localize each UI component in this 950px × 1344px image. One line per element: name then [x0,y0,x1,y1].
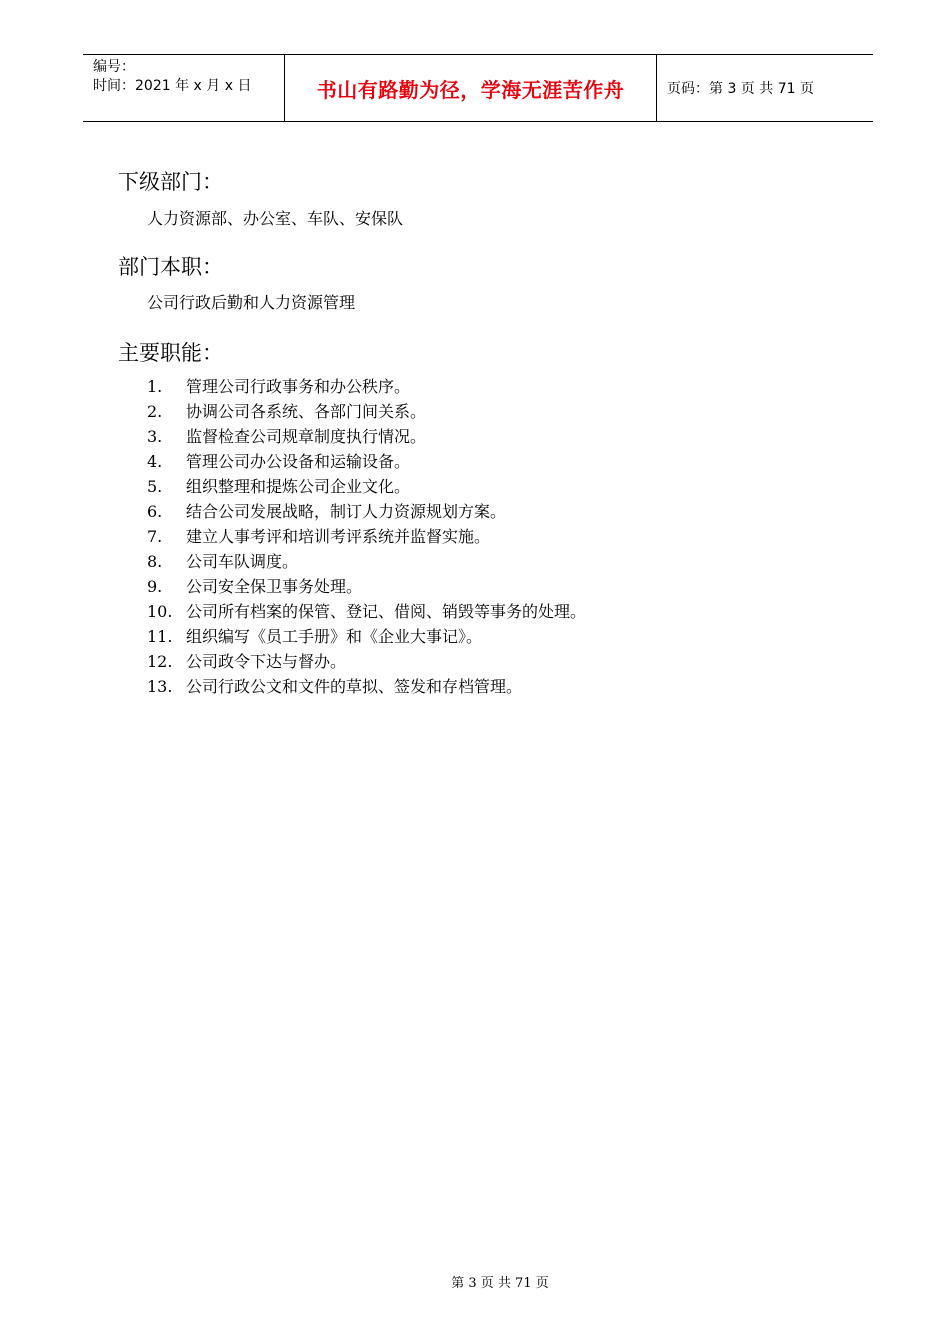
list-item-text: 管理公司行政事务和办公秩序。 [186,377,411,396]
list-item-number: 11. [147,627,173,646]
document-number-label: 编号： [93,59,135,75]
main-functions-list [147,376,586,701]
department-duty-title: 部门本职： [118,255,223,279]
list-item [147,451,586,476]
list-item-number: 9. [147,577,163,596]
subordinate-departments-body: 人力资源部、办公室、车队、安保队 [147,209,404,228]
list-item-text: 公司车队调度。 [186,552,299,571]
list-item-text: 组织编写《员工手册》和《企业大事记》。 [186,627,483,646]
list-item-number: 10. [147,602,173,621]
header-page-info: 页码：第 3 页 共 71 页 [667,81,814,97]
list-item-text: 结合公司发展战略，制订人力资源规划方案。 [186,502,507,521]
document-date: 时间：2021 年 x 月 x 日 [93,78,252,94]
list-item [147,376,586,401]
list-item [147,476,586,501]
list-item-text: 组织整理和提炼公司企业文化。 [186,477,411,496]
list-item-number: 12. [147,652,173,671]
list-item [147,576,586,601]
list-item [147,676,586,701]
list-item-text: 公司政令下达与督办。 [186,652,347,671]
list-item-text: 监督检查公司规章制度执行情况。 [186,427,427,446]
list-item [147,601,586,626]
list-item-number: 3. [147,427,163,446]
list-item [147,501,586,526]
list-item-text: 管理公司办公设备和运输设备。 [186,452,411,471]
list-item-number: 5. [147,477,163,496]
list-item-text: 建立人事考评和培训考评系统并监督实施。 [186,527,491,546]
header-motto: 书山有路勤为径，学海无涯苦作舟 [284,55,657,121]
list-item-text: 公司所有档案的保管、登记、借阅、销毁等事务的处理。 [186,602,587,621]
list-item [147,426,586,451]
list-item-number: 2. [147,402,163,421]
list-item-number: 4. [147,452,163,471]
list-item-number: 6. [147,502,163,521]
list-item [147,551,586,576]
page-header [83,54,873,122]
header-meta [83,55,284,121]
list-item [147,401,586,426]
list-item-text: 公司安全保卫事务处理。 [186,577,363,596]
list-item-text: 协调公司各系统、各部门间关系。 [186,402,427,421]
list-item-number: 13. [147,677,173,696]
main-functions-title: 主要职能： [118,341,223,365]
department-duty-body: 公司行政后勤和人力资源管理 [147,293,356,312]
list-item [147,651,586,676]
list-item [147,526,586,551]
list-item-number: 8. [147,552,163,571]
list-item-number: 7. [147,527,163,546]
list-item-text: 公司行政公文和文件的草拟、签发和存档管理。 [186,677,523,696]
subordinate-departments-title: 下级部门： [118,170,223,194]
page-footer: 第 3 页 共 71 页 [451,1276,549,1291]
list-item-number: 1. [147,377,163,396]
list-item [147,626,586,651]
